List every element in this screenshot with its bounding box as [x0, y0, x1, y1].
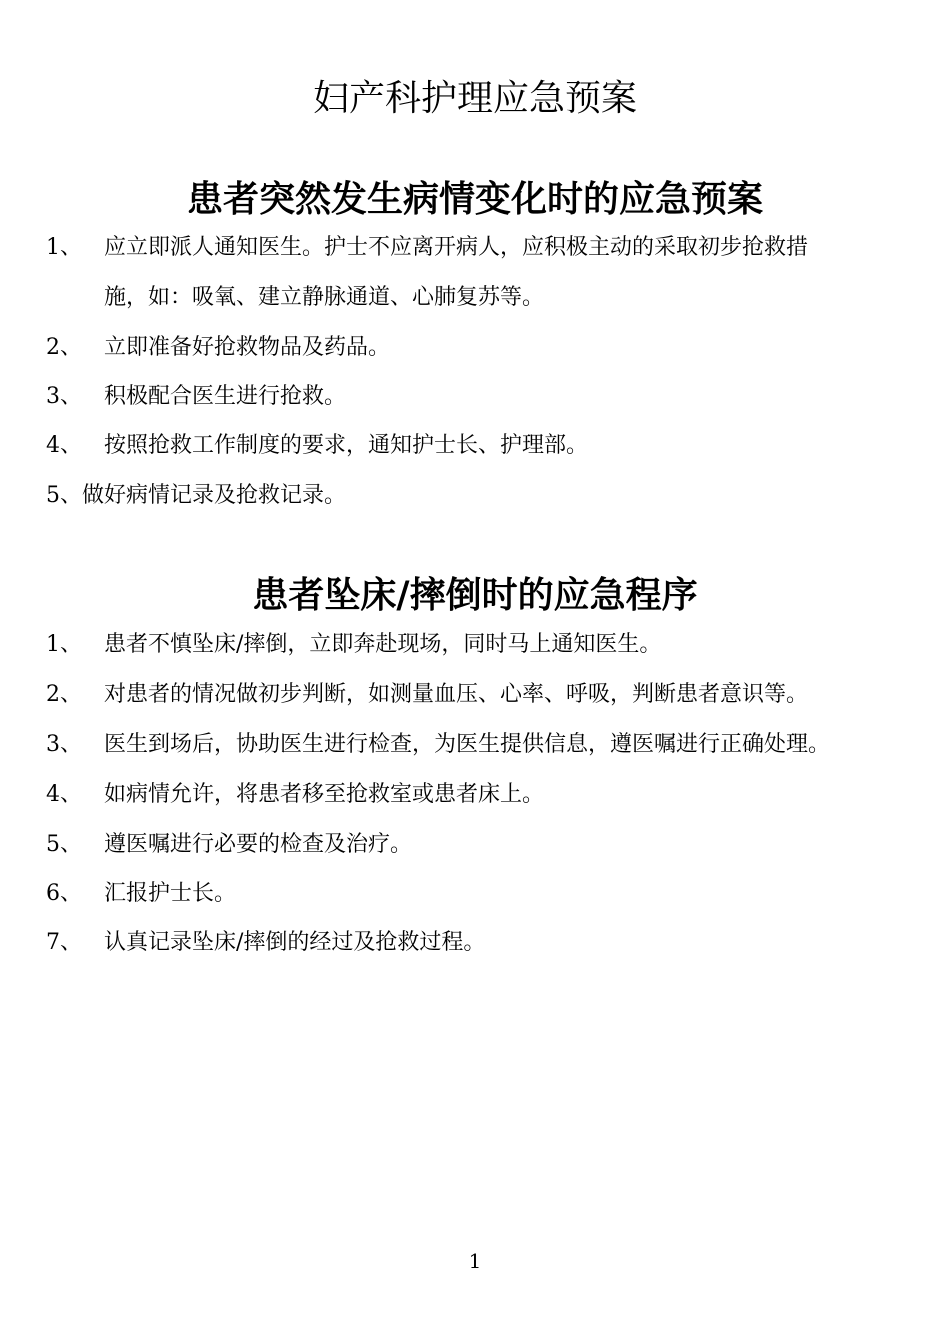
list-item-number: 4、	[46, 782, 82, 807]
page-number: 1	[468, 1249, 482, 1273]
list-item-text: 立即准备好抢救物品及药品。	[104, 335, 391, 360]
list-item-text: 患者不慎坠床/摔倒，立即奔赴现场，同时马上通知医生。	[104, 632, 662, 657]
list-item-number: 6、	[46, 881, 82, 906]
list-item-text: 认真记录坠床/摔倒的经过及抢救过程。	[104, 930, 486, 955]
list-item-text: 应立即派人通知医生。护士不应离开病人，应积极主动的采取初步抢救措	[104, 235, 809, 260]
list-item-number: 3、	[46, 732, 82, 757]
list-item-number: 1、	[46, 632, 82, 657]
list-item-text: 汇报护士长。	[104, 881, 237, 906]
list-item-text: 如病情允许，将患者移至抢救室或患者床上。	[104, 782, 545, 807]
list-item	[46, 471, 916, 521]
list-item-number: 5、	[46, 832, 82, 857]
section2-heading: 患者坠床/摔倒时的应急程序	[252, 574, 698, 616]
list-item-number: 7、	[46, 930, 82, 955]
list-item-number: 4、	[46, 433, 82, 458]
document-title: 妇产科护理应急预案	[312, 78, 637, 119]
section1-heading: 患者突然发生病情变化时的应急预案	[186, 178, 763, 220]
list-item-text: 按照抢救工作制度的要求，通知护士长、护理部。	[104, 433, 589, 458]
list-item-number: 1、	[46, 235, 82, 260]
list-item-number: 2、	[46, 335, 82, 360]
list-item-text: 做好病情记录及抢救记录。	[82, 483, 347, 508]
list-item-text: 积极配合医生进行抢救。	[104, 384, 347, 409]
list-item-text: 施，如：吸氧、建立静脉通道、心肺复苏等。	[104, 285, 545, 310]
list-item-text: 对患者的情况做初步判断，如测量血压、心率、呼吸，判断患者意识等。	[104, 682, 809, 707]
list-item-number: 3、	[46, 384, 82, 409]
list-item-number: 2、	[46, 682, 82, 707]
list-item-text: 遵医嘱进行必要的检查及治疗。	[104, 832, 413, 857]
list-item-text: 医生到场后，协助医生进行检查，为医生提供信息，遵医嘱进行正确处理。	[104, 732, 831, 757]
list-item-number: 5、	[46, 483, 82, 508]
